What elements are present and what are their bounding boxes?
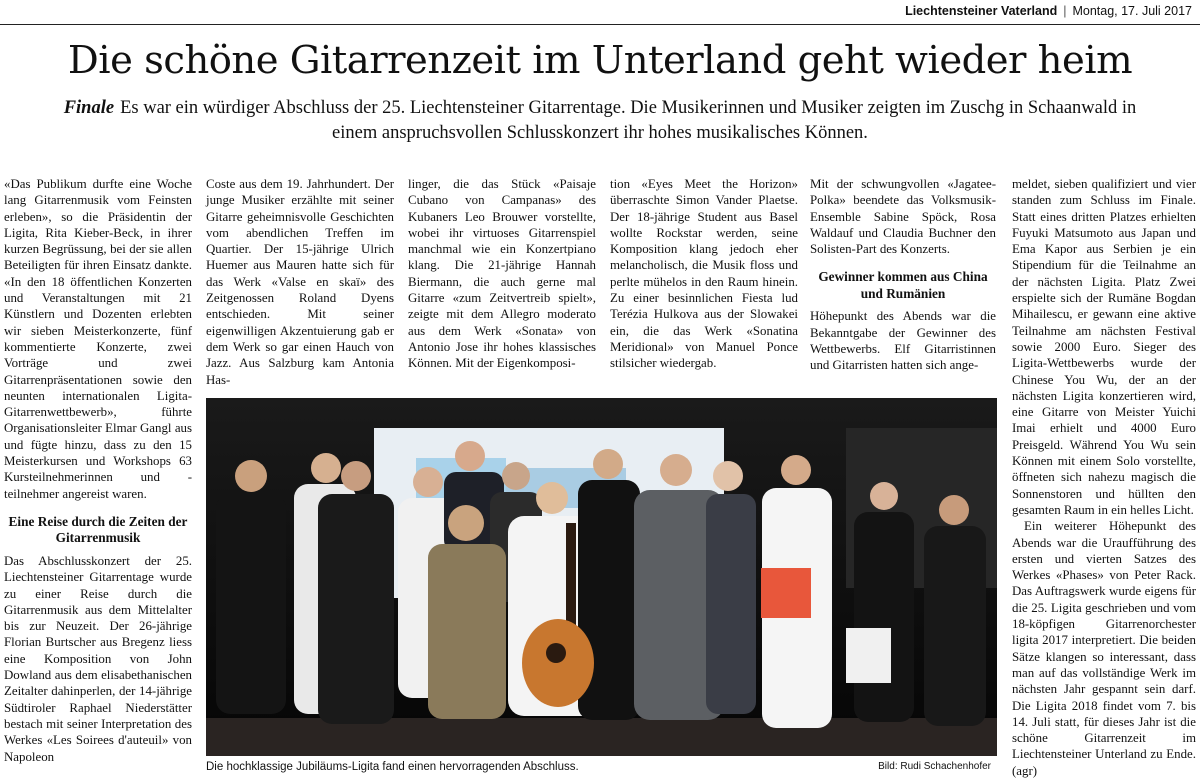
lead-kicker: Finale bbox=[63, 98, 115, 118]
headline: Die schöne Gitarrenzeit im Unterland geht wieder heim bbox=[67, 38, 1133, 83]
article-column-4 bbox=[610, 176, 798, 372]
paragraph: tion «Eyes Meet the Horizon» überraschte Simon Vander Plaetse. Der 18-jährige Student aus Basel wollte Rockstar werden, seine Komposition klang jedoch eher melancholisch, die Musik floss und perlte mühelos in den Raum hinein. Zu einer besinnlichen Fiesta lud Terézia Hulkova aus der Slowakei ein, die das Werk «Sonatina Meridional» von Manuel Ponce stilsicher wiedergab. bbox=[610, 177, 798, 371]
certificate-red bbox=[761, 568, 811, 618]
issue-date: Montag, 17. Juli 2017 bbox=[1072, 4, 1192, 18]
paragraph: «Das Publikum durfte eine Woche lang Gitarrenmusik vom Feinsten erleben», so die Präsidentin der Ligita, Rita Kieber-Beck, in ihrer kurzen Begrüssung, bei der sie allen Beteiligten für ihren Einsatz dankte. «In den 18 öffentlichen Konzerten und Veranstaltungen mit 21 Künstlern und Dozenten erlebten wir sieben Meisterkonzerte, fünf kommentierte Konzerte, zwei Vorträge und zwei Gitarrenpräsentationen sowie den neunten internationalen Ligita-Gitarrenwettbewerb», führte Organisationsleiter Elmar Gangl aus und fügte hinzu, dass zu den 15 Meisterkursen und Workshops 63 Kursteilnehmerinnen und -teilnehmer angereist waren. bbox=[4, 177, 192, 501]
photo-credit: Bild: Rudi Schachenhofer bbox=[878, 761, 991, 772]
lead-text: Es war ein würdiger Abschluss der 25. Liechtensteiner Gitarrentage. Die Musikerinnen und Musiker zeigten im Zuschg in Schaanwald in einem anspruchsvollen Schlusskonzert ihr hohes musikalisches Können. bbox=[120, 98, 1137, 143]
paper-name: Liechtensteiner Vaterland bbox=[905, 4, 1058, 18]
certificate-white bbox=[846, 628, 891, 683]
article-column-6 bbox=[1012, 176, 1196, 779]
paragraph: Coste aus dem 19. Jahrhundert. Der junge Musiker erzählte mit seiner Gitarre geheimnisvolle Geschichten vom abendlichen Treffen im Quartier. Der 15-jährige Ulrich Huemer aus Mauren hatte sich für das Werk «Valse en skaï» des Zeitgenossen Roland Dyens entschieden. Mit seiner eigenwilligen Akzentuierung gab er dem Werk so gar einen Hauch von Jazz. Aus Salzburg kam Antonia Has- bbox=[206, 177, 394, 387]
caption-text: Die hochklassige Jubiläums-Ligita fand einen hervorragenden Abschluss. bbox=[206, 761, 579, 773]
article-column-5 bbox=[810, 176, 996, 374]
article-column-1 bbox=[4, 176, 192, 765]
subheading-journey: Eine Reise durch die Zeiten der Gitarrenmusik bbox=[8, 513, 188, 546]
lead-paragraph bbox=[60, 96, 1140, 146]
group-photo bbox=[206, 398, 997, 756]
paragraph: Höhepunkt des Abends war die Bekanntgabe der Gewinner des Wettbewerbs. Elf Gitarristinnen und Gitarristen hatten sich ange- bbox=[810, 309, 996, 373]
article-column-3 bbox=[408, 176, 596, 372]
article-column-2 bbox=[206, 176, 394, 388]
header-rule bbox=[0, 24, 1200, 25]
masthead-separator: | bbox=[1063, 4, 1067, 18]
masthead bbox=[905, 4, 1192, 18]
paragraph: Ein weiterer Höhepunkt des Abends war die Uraufführung des ersten und vierten Satzes des Werkes «Phases» von Peter Rack. Das Auftragswerk wurde eigens für die 25. Ligita geschrieben und vom 18-köpfigen Gitarrenorchester ligita 2017 interpretiert. Die beiden Sätze klangen so interessant, dass man auf das vollständige Werk im nächsten Jahr gespannt sein darf. Die Ligita 2018 findet vom 7. bis 14. Juli statt, für dieses Jahr ist die schöne Gitarrenzeit im Liechtensteiner Unterland zu Ende. (agr) bbox=[1012, 519, 1196, 778]
subheading-winners: Gewinner kommen aus China und Rumänien bbox=[818, 269, 988, 301]
photo-caption bbox=[206, 761, 997, 773]
paragraph: Das Abschlusskonzert der 25. Liechtensteiner Gitarrentage wurde zu einer Reise durch die Gitarrenmusik aus dem Mittelalter bis zur Neuzeit. Der 26-jährige Florian Burtscher aus Bregenz liess eine Komposition von John Dowland aus dem elisabethanischen Zeitalter dahinperlen, der 14-jährige Südtiroler Raphael Niederstätter bestach mit seiner Interpretation des Werkes «Les Soirees d'auteuil» von Napoleon bbox=[4, 553, 192, 764]
paragraph: linger, die das Stück «Paisaje Cubano von Campanas» des Kubaners Leo Brouwer vorstellte, wobei ihr virtuoses Gitarrenspiel manchmal wie ein Konzertpiano klang. Die 21-jährige Hannah Biermann, die auch gerne mal Gitarre «zum Zeitvertreib spielt», zeigte mit dem Allegro moderato aus dem Werk «Sonata» von Antonio Jose ihr hohes klassisches Können. Mit der Eigenkomposi- bbox=[408, 177, 596, 371]
paragraph: Mit der schwungvollen «Jagatee-Polka» beendete das Volksmusik-Ensemble Sabine Spöck, Rosa Waldauf und Claudia Buchner den Solisten-Part des Konzerts. bbox=[810, 177, 996, 257]
paragraph: meldet, sieben qualifiziert und vier standen zum Schluss im Finale. Statt eines dritten Platzes erhielten Fuyuki Matsumoto aus Japan und Ema Kapor aus Serbien je ein Stipendium für die Teilnahme an der nächsten Ligita. Platz Zwei erspielte sich der Rumäne Bogdan Mihailescu, er gewann eine aktive Teilnahme am nächsten Festival sowie 2000 Euro. Sieger des Ligita-Wettbewerbs wurde der Chinese You Wu, der an der nächsten Ligita konzertieren wird, eine Gitarre von Meister Yuichi Imai erhielt und 4000 Euro Preisgeld. Während You Wu sein Können mit einem Solo vorstellte, öffneten sich nahezu magisch die Sonnenstoren und hüllten den gesamten Raum in ein helles Licht. bbox=[1012, 177, 1196, 517]
group-photo-illustration bbox=[206, 398, 997, 756]
